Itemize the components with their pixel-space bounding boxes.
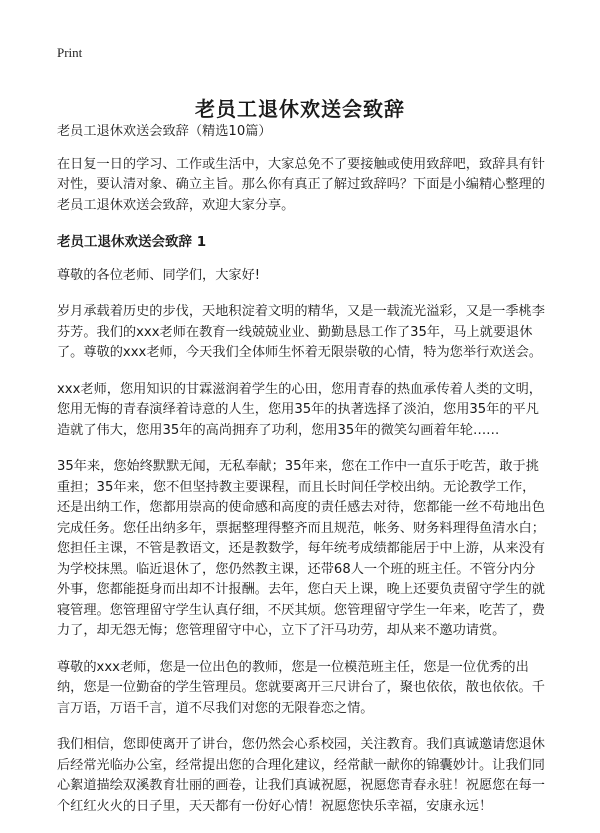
page-title: 老员工退休欢送会致辞 xyxy=(195,97,405,122)
body-paragraph-4: 尊敬的xxx老师，您是一位出色的教师，您是一位模范班主任，您是一位优秀的出纳，您是一位勤奋的学生管理员。您就要离开三尺讲台了，聚也依依，散也依依。千言万语，万语千言，道不尽我们对您的无限眷恋之情。 xyxy=(57,659,545,716)
print-link[interactable]: Print xyxy=(57,45,83,60)
document-subtitle: 老员工退休欢送会致辞（精选10篇） xyxy=(57,124,272,139)
body-paragraph-3: 35年来，您始终默默无闻，无私奉献；35年来，您在工作中一直乐于吃苦，敢于挑重担；35年来，您不但坚持教主要课程，而且长时间任学校出纳。无论教学工作，还是出纳工作，您都用崇高的使命感和高度的责任感去对待，您都能一丝不苟地出色完成任务。您任出纳多年，票据整理得整齐而且规范，帐务、财务料理得鱼清水白；您担任主课，不管是教语文，还是教数学，每年统考成绩都能居于中上游，从来没有为学校抹黑。临近退休了，您仍然教主课，还带68人一个班的班主任。不管分内分外事，您都能挺身而出却不计报酬。去年，您白天上课，晚上还要负责留守学生的就寝管理。您管理留守学生认真仔细，不厌其烦。您管理留守学生一年来，吃苦了，费力了，却无怨无悔；您管理留守中心，立下了汗马功劳，却从来不邀功请赏。 xyxy=(57,459,545,638)
body-paragraph-5: 我们相信，您即使离开了讲台，您仍然会心系校园，关注教育。我们真诚邀请您退休后经常光临办公室，经常提出您的合理化建议，经常献一献你的锦囊妙计。让我们同心絮道描绘双溪教育壮丽的画卷，让我们真诚祝愿，祝愿您青春永驻！祝愿您在每一个红红火火的日子里，天天都有一份好心情！祝愿您快乐幸福，安康永远！ xyxy=(57,737,545,814)
greeting-paragraph: 尊敬的各位老师、同学们，大家好! xyxy=(57,267,261,283)
document-body xyxy=(57,122,547,833)
body-paragraph-1: 岁月承载着历史的步伐，天地积淀着文明的精华，又是一载流光溢彩，又是一季桃李芬芳。我们的xxx老师在教育一线兢兢业业、勤勤恳恳工作了35年，马上就要退休了。尊敬的xxx老师，今天我们全体师生怀着无限崇敬的心情，特为您举行欢送会。 xyxy=(57,304,545,360)
body-paragraph-2: xxx老师，您用知识的甘霖滋润着学生的心田，您用青春的热血承传着人类的文明，您用无悔的青春演绎着诗意的人生，您用35年的执著选择了淡泊，您用35年的平凡造就了伟大，您用35年的高尚拥弃了功利，您用35年的微笑勾画着年轮…… xyxy=(57,381,542,438)
intro-paragraph: 在日复一日的学习、工作或生活中，大家总免不了要接触或使用致辞吧，致辞具有针对性，要认清对象、确立主旨。那么你有真正了解过致辞吗？下面是小编精心整理的老员工退休欢送会致辞，欢迎大家分享。 xyxy=(57,156,545,213)
section-heading: 老员工退休欢送会致辞 1 xyxy=(57,234,207,250)
